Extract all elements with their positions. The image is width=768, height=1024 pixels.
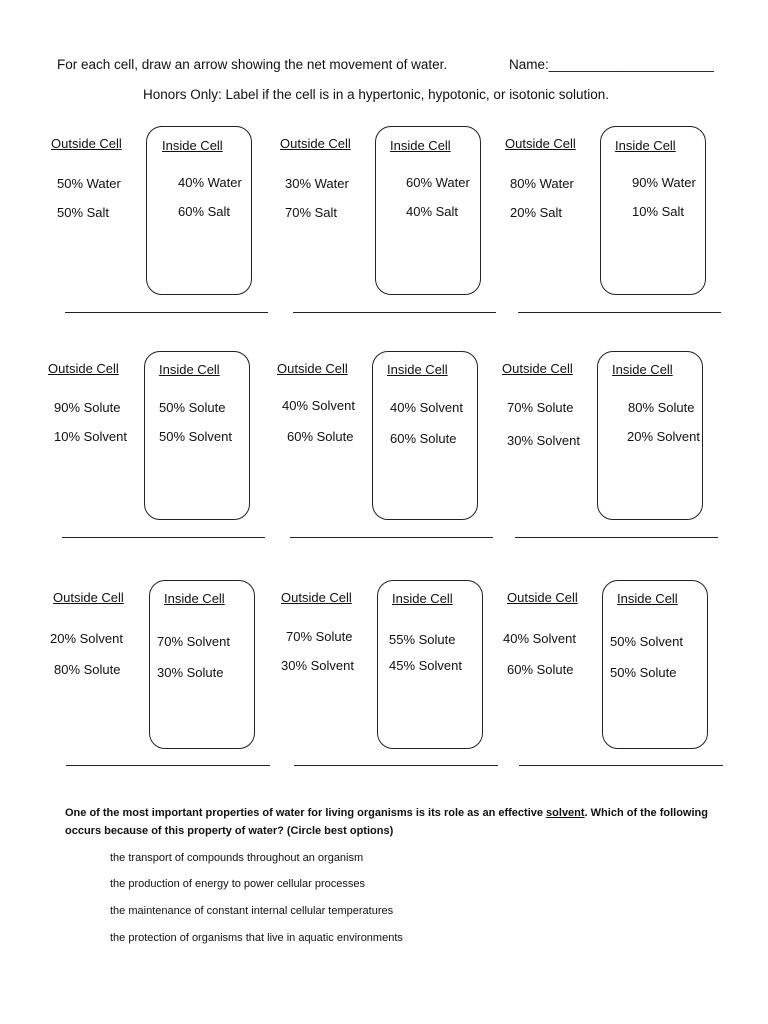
inside-cell-label: Inside Cell	[162, 138, 223, 153]
outside-value-2: 60% Solute	[507, 662, 574, 677]
inside-value-2: 10% Salt	[632, 204, 685, 219]
inside-value-1: 80% Solute	[628, 400, 695, 415]
outside-value-1: 90% Solute	[54, 400, 121, 415]
answer-option[interactable]: the transport of compounds throughout an organism	[110, 852, 364, 864]
inside-value-1: 50% Solvent	[610, 634, 683, 649]
inside-cell-label: Inside Cell	[390, 138, 451, 153]
outside-value-1: 80% Water	[510, 176, 574, 191]
outside-value-1: 70% Solute	[286, 629, 353, 644]
answer-line[interactable]	[293, 312, 496, 313]
outside-value-2: 20% Salt	[510, 205, 563, 220]
inside-value-1: 40% Solvent	[390, 400, 463, 415]
inside-cell-label: Inside Cell	[392, 591, 453, 606]
inside-value-1: 60% Water	[406, 175, 470, 190]
answer-line[interactable]	[62, 537, 265, 538]
name-field-label: Name:______________________	[509, 57, 714, 72]
outside-cell-label: Outside Cell	[502, 361, 573, 376]
inside-value-2: 30% Solute	[157, 665, 224, 680]
inside-value-2: 60% Salt	[178, 204, 231, 219]
outside-value-2: 30% Solvent	[281, 658, 354, 673]
outside-value-1: 20% Solvent	[50, 631, 123, 646]
answer-option[interactable]: the production of energy to power cellular processes	[110, 878, 365, 890]
inside-value-2: 40% Salt	[406, 204, 459, 219]
outside-cell-label: Outside Cell	[505, 136, 576, 151]
outside-value-1: 70% Solute	[507, 400, 574, 415]
inside-value-1: 90% Water	[632, 175, 696, 190]
outside-value-2: 30% Solvent	[507, 433, 580, 448]
instruction-text: For each cell, draw an arrow showing the net movement of water.	[57, 57, 448, 72]
question-keyword: solvent	[546, 807, 585, 819]
answer-line[interactable]	[515, 537, 718, 538]
inside-cell-label: Inside Cell	[617, 591, 678, 606]
honors-instruction: Honors Only: Label if the cell is in a hypertonic, hypotonic, or isotonic solution.	[143, 87, 609, 102]
inside-value-1: 70% Solvent	[157, 634, 230, 649]
inside-value-2: 50% Solvent	[159, 429, 232, 444]
inside-cell-label: Inside Cell	[615, 138, 676, 153]
question-line-2: occurs because of this property of water? (Circle best options)	[65, 825, 394, 837]
outside-value-2: 60% Solute	[287, 429, 354, 444]
outside-cell-label: Outside Cell	[277, 361, 348, 376]
inside-value-2: 45% Solvent	[389, 658, 462, 673]
answer-line[interactable]	[294, 765, 498, 766]
answer-line[interactable]	[66, 765, 270, 766]
answer-line[interactable]	[290, 537, 493, 538]
outside-value-1: 50% Water	[57, 176, 121, 191]
inside-value-1: 55% Solute	[389, 632, 456, 647]
inside-cell-label: Inside Cell	[159, 362, 220, 377]
inside-value-1: 40% Water	[178, 175, 242, 190]
question-prefix: One of the most important properties of water for living organisms is its role as an effective	[65, 807, 547, 819]
question-suffix: . Which of the following	[584, 807, 708, 819]
outside-value-2: 70% Salt	[285, 205, 338, 220]
outside-cell-label: Outside Cell	[507, 590, 578, 605]
inside-value-2: 60% Solute	[390, 431, 457, 446]
outside-cell-label: Outside Cell	[51, 136, 122, 151]
answer-line[interactable]	[518, 312, 721, 313]
outside-value-1: 40% Solvent	[282, 398, 355, 413]
inside-cell-label: Inside Cell	[387, 362, 448, 377]
outside-value-1: 30% Water	[285, 176, 349, 191]
inside-value-2: 50% Solute	[610, 665, 677, 680]
outside-cell-label: Outside Cell	[280, 136, 351, 151]
inside-value-2: 20% Solvent	[627, 429, 700, 444]
outside-cell-label: Outside Cell	[281, 590, 352, 605]
inside-value-1: 50% Solute	[159, 400, 226, 415]
outside-cell-label: Outside Cell	[48, 361, 119, 376]
answer-option[interactable]: the maintenance of constant internal cellular temperatures	[110, 905, 394, 917]
outside-value-2: 80% Solute	[54, 662, 121, 677]
answer-line[interactable]	[65, 312, 268, 313]
question-line-1	[65, 804, 708, 822]
outside-cell-label: Outside Cell	[53, 590, 124, 605]
answer-option[interactable]: the protection of organisms that live in aquatic environments	[110, 932, 403, 944]
answer-line[interactable]	[519, 765, 723, 766]
inside-cell-label: Inside Cell	[612, 362, 673, 377]
outside-value-1: 40% Solvent	[503, 631, 576, 646]
inside-cell-label: Inside Cell	[164, 591, 225, 606]
outside-value-2: 10% Solvent	[54, 429, 127, 444]
outside-value-2: 50% Salt	[57, 205, 110, 220]
